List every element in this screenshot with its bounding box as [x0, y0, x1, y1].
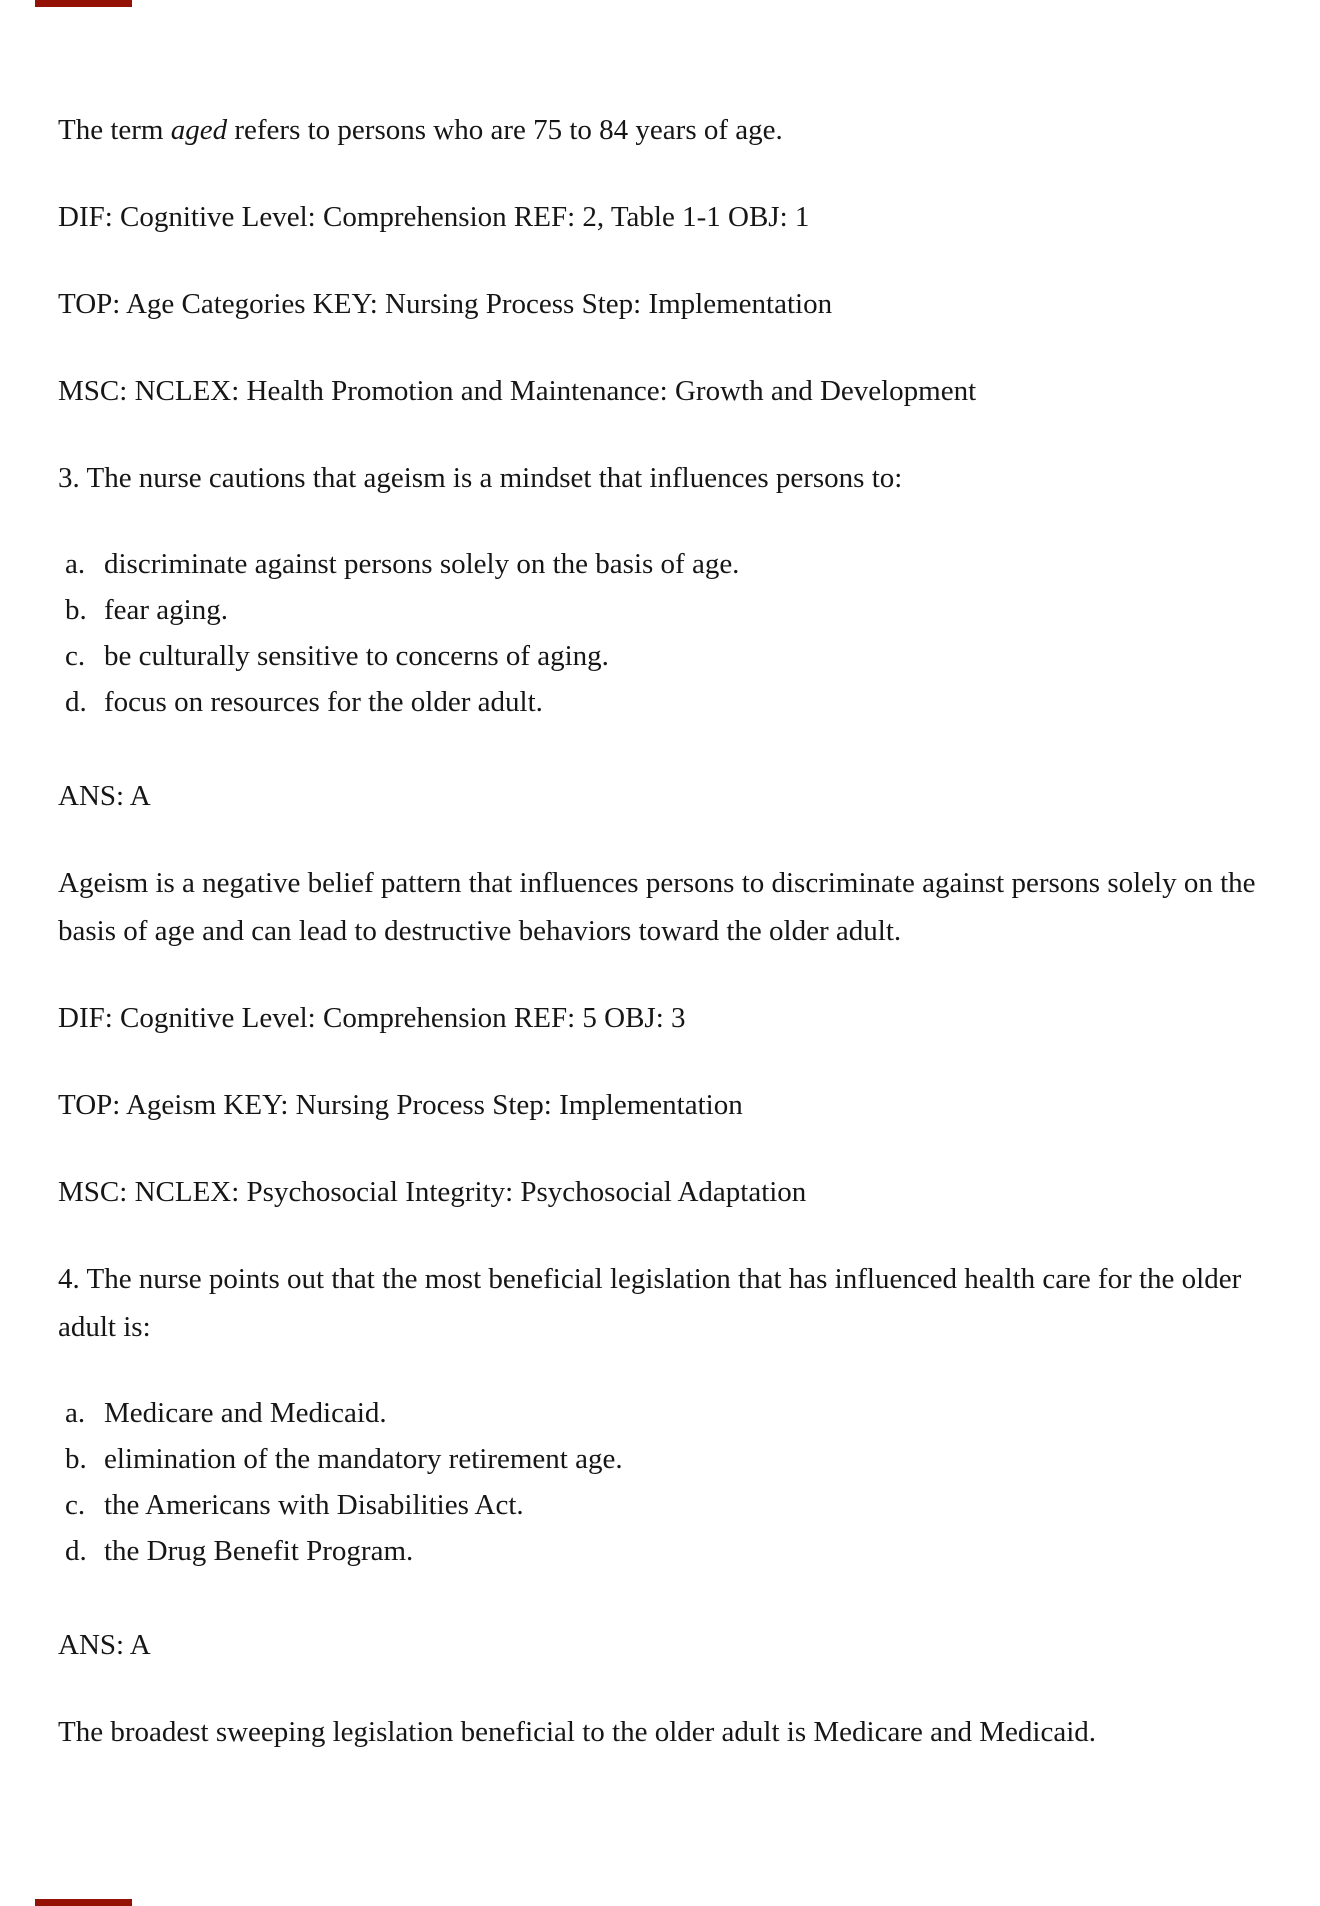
intro-suffix: refers to persons who are 75 to 84 years of age. [227, 114, 783, 146]
option-letter: c. [65, 1489, 86, 1521]
msc-line-q3: MSC: NCLEX: Psychosocial Integrity: Psychosocial Adaptation [58, 1176, 807, 1208]
question4-stem: 4. The nurse points out that the most beneficial legislation that has influenced health care for the older adult is: [58, 1263, 1242, 1343]
option-letter: a. [65, 1397, 86, 1429]
option-text: Medicare and Medicaid. [104, 1397, 387, 1429]
intro-italic-term: aged [170, 114, 228, 146]
option-letter: d. [65, 1535, 87, 1567]
option-letter: b. [65, 1443, 87, 1475]
option-text: fear aging. [104, 594, 228, 626]
option-text: focus on resources for the older adult. [104, 686, 543, 718]
option-letter: c. [65, 640, 86, 672]
option-text: discriminate against persons solely on the basis of age. [104, 548, 740, 580]
option-letter: d. [65, 686, 87, 718]
intro-prefix: The term [58, 114, 171, 146]
option-row [65, 679, 1268, 725]
rationale-q3: Ageism is a negative belief pattern that influences persons to discriminate against persons solely on the basis of age and can lead to destructive behaviors toward the older adult. [58, 867, 1256, 947]
option-letter: a. [65, 548, 86, 580]
dif-line-q3: DIF: Cognitive Level: Comprehension REF: 5 OBJ: 3 [58, 1002, 686, 1034]
option-row [65, 1390, 1268, 1436]
option-row [65, 1482, 1268, 1528]
option-row [65, 633, 1268, 679]
option-row [65, 1528, 1268, 1574]
option-row [65, 1436, 1268, 1482]
question4-options [58, 1390, 1268, 1574]
option-row [65, 587, 1268, 633]
option-row [65, 541, 1268, 587]
top-line-q2: TOP: Age Categories KEY: Nursing Process Step: Implementation [58, 288, 833, 320]
option-text: the Americans with Disabilities Act. [104, 1489, 524, 1521]
page-edge-marker-top [35, 0, 132, 7]
option-text: elimination of the mandatory retirement age. [104, 1443, 623, 1475]
answer-line-q4: ANS: A [58, 1629, 151, 1661]
question3-stem: 3. The nurse cautions that ageism is a mindset that influences persons to: [58, 462, 903, 494]
intro-line [58, 106, 1268, 154]
question3-options [58, 541, 1268, 725]
option-text: be culturally sensitive to concerns of aging. [104, 640, 609, 672]
msc-line-q2: MSC: NCLEX: Health Promotion and Maintenance: Growth and Development [58, 375, 977, 407]
answer-line-q3: ANS: A [58, 780, 151, 812]
rationale-q4: The broadest sweeping legislation beneficial to the older adult is Medicare and Medicaid. [58, 1716, 1097, 1748]
top-line-q3: TOP: Ageism KEY: Nursing Process Step: Implementation [58, 1089, 743, 1121]
option-text: the Drug Benefit Program. [104, 1535, 414, 1567]
dif-line-q2: DIF: Cognitive Level: Comprehension REF: 2, Table 1-1 OBJ: 1 [58, 201, 810, 233]
option-letter: b. [65, 594, 87, 626]
page-edge-marker-bottom [35, 1899, 132, 1906]
